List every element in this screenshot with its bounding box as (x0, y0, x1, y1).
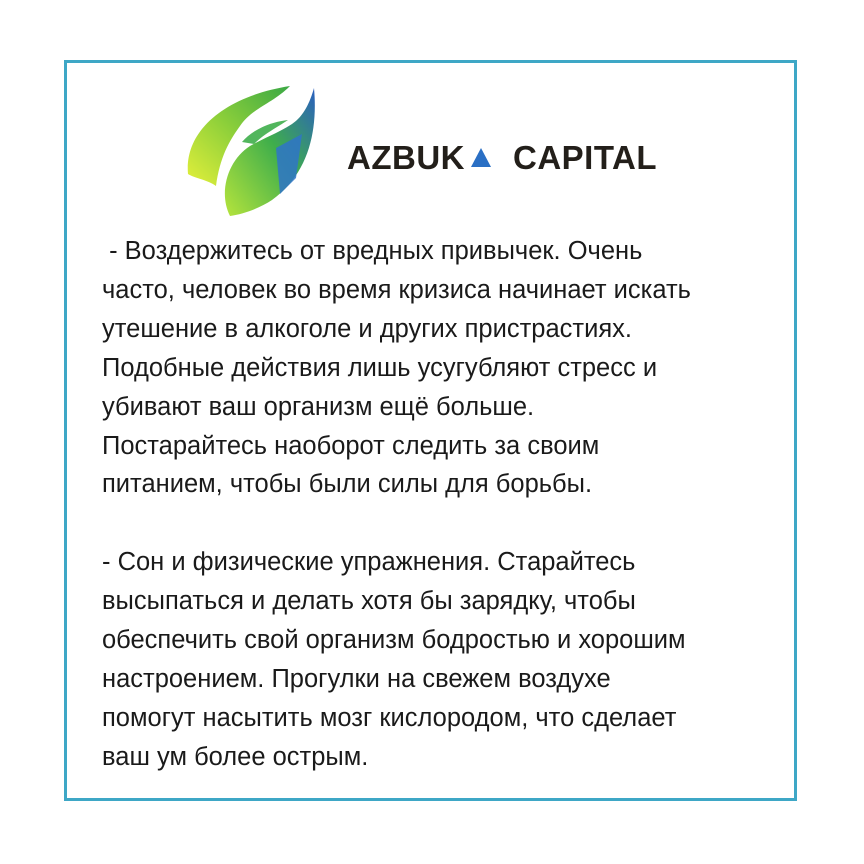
paragraph-spacer (102, 504, 792, 543)
text-line: - Воздержитесь от вредных привычек. Очень (102, 237, 643, 265)
text-line: обеспечить свой организм бодростью и хорошим (102, 626, 686, 655)
brand-name-part1: AZBUK (347, 139, 465, 176)
brand-name (347, 136, 657, 180)
text-line: утешение в алкоголе и других пристрастиях. (102, 314, 632, 343)
text-line: - Сон и физические упражнения. Старайтесь (102, 548, 636, 577)
blue-triangle-icon (471, 148, 491, 167)
text-line: настроением. Прогулки на свежем воздухе (102, 664, 611, 693)
paragraph-sleep (102, 543, 792, 776)
paragraph-habits (102, 232, 792, 504)
article-text (102, 232, 792, 777)
brand-name-part2: CAPITAL (512, 139, 658, 176)
text-line: Подобные действия лишь усугубляют стресс и (102, 353, 658, 382)
text-line: Постарайтесь наоборот следить за своим (102, 431, 600, 460)
leaf-logo-icon (180, 82, 320, 222)
text-line: часто, человек во время кризиса начинает искать (102, 275, 691, 304)
text-line: помогут насытить мозг кислородом, что сделает (102, 703, 677, 732)
text-line: питанием, чтобы были силы для борьбы. (102, 470, 593, 499)
text-line: убивают ваш организм ещё больше. (102, 392, 535, 421)
text-line: ваш ум более острым. (102, 742, 369, 771)
text-line: высыпаться и делать хотя бы зарядку, чтобы (102, 587, 636, 616)
